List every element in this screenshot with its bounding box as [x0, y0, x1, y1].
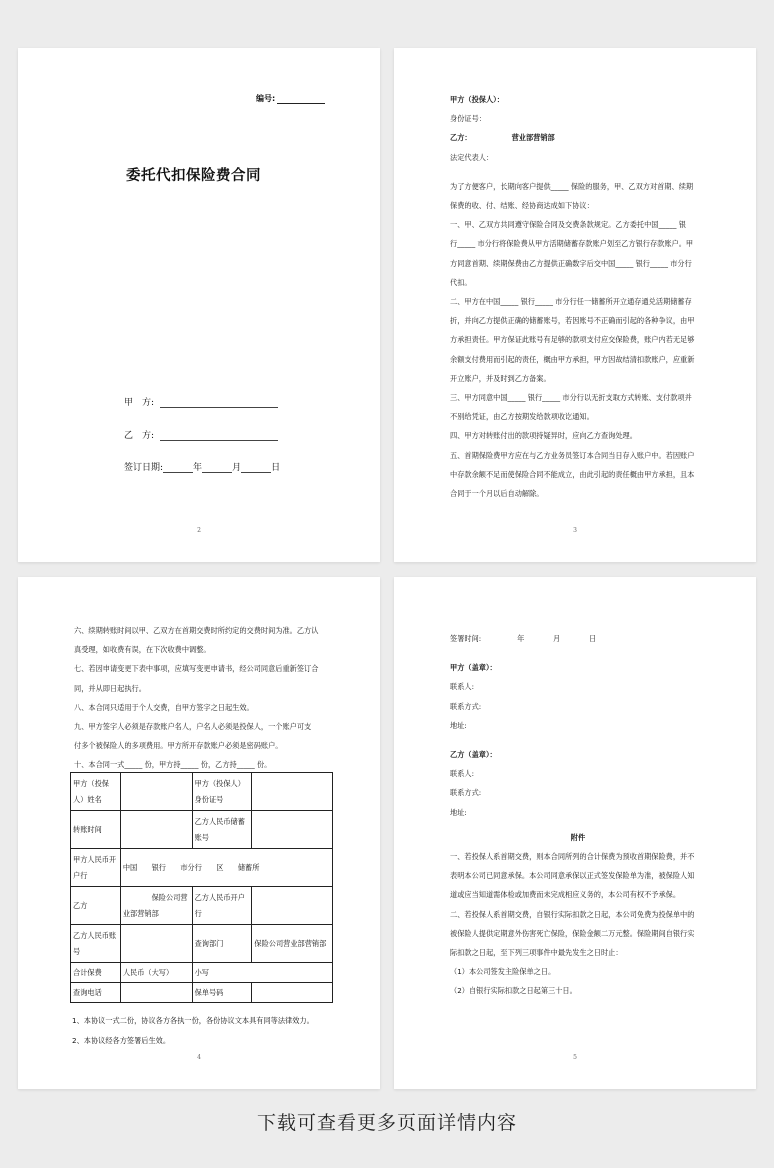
text-line: 开立账户，并及时到乙方备案。	[450, 373, 551, 383]
contract-info-table	[70, 772, 333, 1003]
appendix-title: 附件	[570, 832, 586, 842]
text-line: 折，并向乙方提供正确的储蓄账号，若因账号不正确而引起的各种争议，由甲	[450, 316, 695, 326]
table-cell	[252, 773, 333, 811]
id-number: 身份证号：	[450, 114, 486, 124]
text-line: 不别给凭证，由乙方按期发给款项收讫通知。	[450, 412, 594, 422]
party-b-heading	[450, 128, 702, 147]
text-line: 中存款余额不足而使保险合同不能成立，由此引起的责任概由甲方承担，且本	[450, 469, 695, 479]
clause-1	[450, 215, 702, 292]
clause-3	[450, 388, 702, 426]
page-body	[450, 90, 702, 503]
text-line: 一、甲、乙双方共同遵守保险合同及交费条款规定。乙方委托中国_____ 银	[450, 220, 686, 230]
party-b-contact-method: 联系方式:	[450, 788, 482, 798]
clause-8	[74, 698, 326, 717]
party-a-line	[160, 399, 278, 408]
party-b-address: 地址:	[450, 807, 467, 817]
day-blank	[241, 464, 271, 473]
appendix-sub-2: （2）自银行实际扣款之日起第三十日。	[450, 986, 577, 996]
clause-7	[74, 659, 326, 697]
sign-time: 签署时间: 年 月 日	[450, 634, 597, 643]
signing-date	[124, 460, 280, 473]
appendix-item-2	[450, 905, 706, 963]
table-cell: 保单号码	[192, 983, 252, 1003]
download-more-banner[interactable]: 下载可查看更多页面详情内容	[256, 1112, 517, 1134]
note-1: 1、本协议一式二份，协议各方各执一份，各份协议文本具有同等法律效力。	[72, 1016, 314, 1025]
table-cell	[120, 983, 192, 1003]
month-label: 月	[232, 463, 242, 473]
text-line: 付多个被保险人的多项费用。甲方所开存款账户必须是密码账户。	[74, 741, 283, 751]
table-cell: 乙方人民币储蓄账号	[192, 811, 252, 849]
table-cell: 甲方（投保人）姓名	[71, 773, 121, 811]
text-line: 四、甲方对转账付出的款项持疑异时，应向乙方查询处理。	[450, 431, 637, 441]
day-label: 日	[271, 463, 281, 473]
signature-party-a	[124, 395, 278, 408]
page-number: 2	[197, 527, 201, 534]
text-line: 合同于一个月以后自动解除。	[450, 489, 544, 499]
clause-9	[74, 717, 326, 755]
document-page-3	[18, 577, 380, 1089]
date-label: 签订日期:	[124, 463, 164, 473]
text-line: 代扣。	[450, 277, 472, 287]
document-title: 委托代扣保险费合同	[126, 168, 261, 184]
appendix-sub-1: （1）本公司签发主险保单之日。	[450, 967, 556, 977]
text-line: 道或应当知道需体检或加费而未完成相应义务的，本公司有权不予承保。	[450, 890, 681, 900]
table-cell: 中国 银行 市分行 区 储蓄所	[120, 849, 332, 887]
table-cell: 保险公司营业部营销部	[120, 887, 192, 925]
table-row	[71, 887, 333, 925]
text-line: 际扣款之日起，至下列三项事件中最先发生之日时止：	[450, 948, 623, 958]
signature-party-b	[124, 428, 278, 441]
party-b-value: 营业部营销部	[511, 133, 555, 143]
text-line: 为了方便客户，长期向客户提供_____ 保险的服务，甲、乙双方对首期、续期	[450, 181, 694, 191]
text-line: 八、本合同只适用于个人交费，自甲方签字之日起生效。	[74, 702, 254, 712]
party-b-label: 乙 方:	[124, 431, 155, 441]
contract-number-label: 编号:	[256, 94, 276, 103]
page-body	[450, 629, 706, 1001]
table-cell: 查询部门	[192, 925, 252, 963]
text-line: 余额支付费用而引起的责任，概由甲方承担，甲方因故结清扣款账户，应重新	[450, 354, 695, 364]
party-b-label: 乙方：	[450, 133, 472, 143]
table-cell	[120, 773, 192, 811]
table-row	[71, 983, 333, 1003]
party-a-heading: 甲方（投保人）：	[450, 95, 504, 104]
party-b-line	[160, 432, 278, 441]
year-label: 年	[193, 463, 203, 473]
party-a-seal: 甲方（盖章）：	[450, 663, 497, 673]
text-line: 真受理，如收费有误，在下次收费中调整。	[74, 645, 211, 655]
note-2: 2、本协议经各方签署后生效。	[72, 1036, 171, 1045]
table-cell: 乙方人民币开户行	[192, 887, 252, 925]
text-line: 二、甲方在中国_____ 银行_____ 市分行任一储蓄所开立通存通兑活期储蓄存	[450, 297, 692, 307]
table-row	[71, 849, 333, 887]
table-cell	[252, 811, 333, 849]
text-line: 一、若投保人系首期交费，则本合同所列的合计保费为预收首期保险费，并不	[450, 852, 695, 862]
text-line: 九、甲方签字人必须是存款账户名人，户名人必须是投保人，一个账户可支	[74, 722, 312, 732]
party-a-contact: 联系人:	[450, 682, 474, 692]
text-line: 十、本合同一式_____ 份，甲方持_____ 份，乙方持_____ 份。	[74, 760, 272, 770]
table-cell: 乙方人民币账号	[71, 925, 121, 963]
table-cell: 保险公司营业部营销部	[252, 925, 333, 963]
appendix-item-1	[450, 847, 706, 905]
text-line: 六、续期转账时间以甲、乙双方在首期交费时所约定的交费时间为准。乙方认	[74, 626, 319, 635]
text-line: 表明本公司已同意承保。本公司同意承保以正式签发保险单为准，被保险人知	[450, 871, 695, 881]
table-row	[71, 811, 333, 849]
text-line: 行_____ 市分行将保险费从甲方活期储蓄存款账户划至乙方银行存款账户。甲	[450, 239, 694, 249]
table-cell: 转账时间	[71, 811, 121, 849]
table-cell: 人民币（大写）	[120, 963, 192, 983]
table-cell	[252, 983, 333, 1003]
page-number: 4	[197, 1054, 201, 1061]
table-cell: 甲方人民币开户行	[71, 849, 121, 887]
clause-6	[74, 621, 326, 659]
document-page-cover	[18, 48, 380, 562]
party-a-contact-method: 联系方式:	[450, 701, 482, 711]
table-cell: 小写	[192, 963, 332, 983]
table-cell	[252, 887, 333, 925]
table-cell: 甲方（投保人）身份证号	[192, 773, 252, 811]
party-a-address: 地址:	[450, 720, 467, 730]
party-a-label: 甲 方:	[124, 398, 155, 408]
legal-rep: 法定代表人：	[450, 152, 494, 162]
clause-intro	[450, 177, 702, 215]
text-line: 五、首期保险费甲方应在与乙方业务员签订本合同当日存入账户中。若因账户	[450, 450, 695, 460]
clause-2	[450, 292, 702, 388]
table-cell: 查询电话	[71, 983, 121, 1003]
text-line: 同，并从即日起执行。	[74, 683, 146, 693]
text-line: 方同意首期、续期保费由乙方提供正确数字后交中国_____ 银行_____ 市分行	[450, 258, 692, 268]
table-cell: 乙方	[71, 887, 121, 925]
text-line: 七、若因申请变更下表中事项，应填写变更申请书，经公司同意后重新签订合	[74, 664, 319, 674]
table-cell	[120, 811, 192, 849]
page-number: 5	[573, 1054, 577, 1061]
contract-number-blank	[277, 95, 325, 104]
page-number: 3	[573, 527, 577, 534]
party-b-contact: 联系人:	[450, 769, 474, 779]
text-line: 保费的收、付、结账、经协商达成如下协议：	[450, 201, 594, 211]
contract-number	[256, 93, 325, 104]
table-cell	[120, 925, 192, 963]
year-blank	[163, 464, 193, 473]
table-row	[71, 925, 333, 963]
text-line: 方承担责任。甲方保证此账号有足够的款项支付应交保险费，账户内若无足够	[450, 335, 695, 345]
text-line: 二、若投保人系首期交费，自银行实际扣款之日起，本公司免费为投保单中的	[450, 909, 695, 919]
document-page-4	[394, 577, 756, 1089]
party-b-seal: 乙方（盖章）：	[450, 750, 497, 760]
month-blank	[202, 464, 232, 473]
table-row	[71, 773, 333, 811]
page-body	[74, 621, 326, 775]
clause-5	[450, 446, 702, 504]
table-row	[71, 963, 333, 983]
text-line: 三、甲方同意中国_____ 银行_____ 市分行以无折支取方式转账、支付款项并	[450, 393, 692, 403]
table-cell: 合计保费	[71, 963, 121, 983]
document-page-2	[394, 48, 756, 562]
text-line: 被保险人提供定期意外伤害死亡保险，保险金额二万元整。保险期间自银行实	[450, 928, 695, 938]
table-notes	[72, 1011, 314, 1051]
clause-4	[450, 426, 702, 445]
